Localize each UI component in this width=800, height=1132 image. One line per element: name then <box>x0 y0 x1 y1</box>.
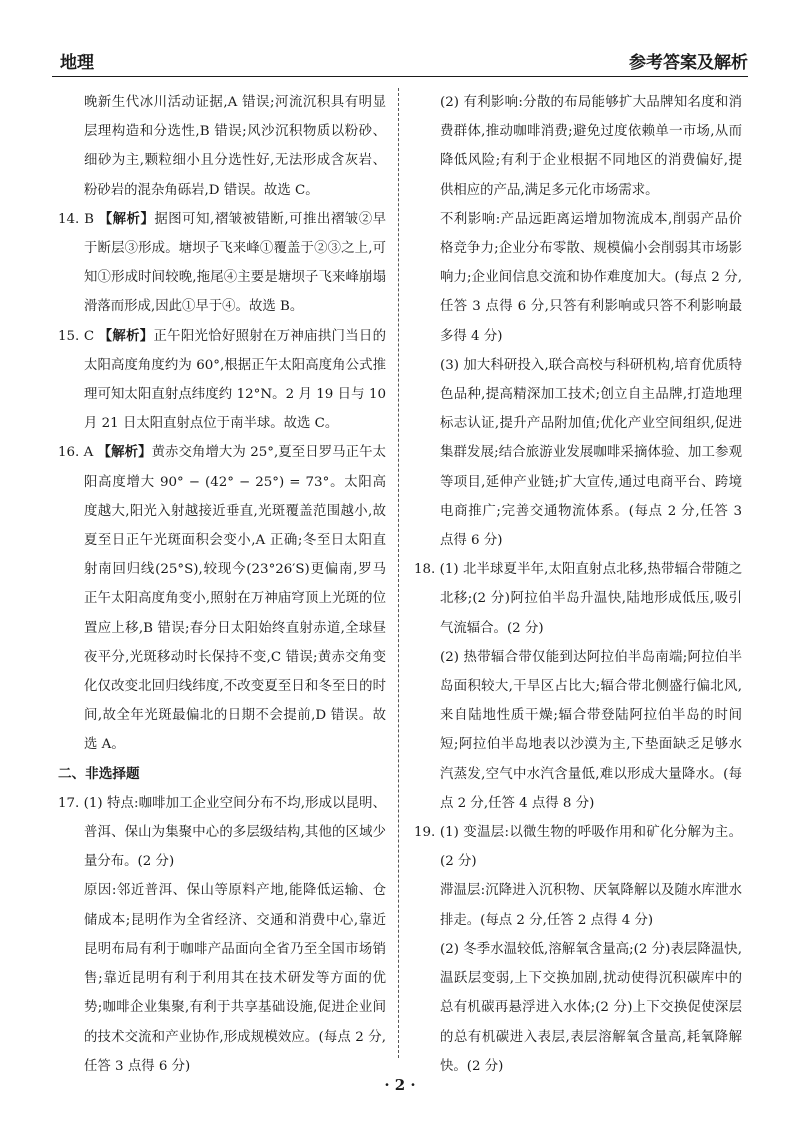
page-header <box>52 40 748 77</box>
q19-part1-continued: 滞温层:沉降进入沉积物、厌氧降解以及随水库泄水排走。(每点 2 分,任答 2 点得 4 分) <box>440 883 742 928</box>
q15-tag: 【解析】 <box>98 327 154 344</box>
q17-reasons: 原因:邻近普洱、保山等原料产地,能降低运输、仓储成本;昆明作为全省经济、交通和消费中心,靠近昆明布局有利于咖啡产品面向全省乃至全国市场销售;靠近昆明有利于利用其在技术研发等方面的优势;咖啡企业集聚,有利于共享基础设施,促进企业间的技术交流和产业协作,形成规模效应。(每点 2 分,任答 3 点得 6 分) <box>84 883 386 1074</box>
column-divider <box>398 88 399 1058</box>
q17-part3: (3) 加大科研投入,联合高校与科研机构,培育优质特色品种,提高精深加工技术;创立自主品牌,打造地理标志认证,提升产品附加值;优化产业空间组织,促进集群发展;结合旅游业发展咖啡采摘体验、加工参观等项目,延伸产业链;扩大宣传,通过电商平台、跨境电商推广;完善交通物流体系。(每点 2 分,任答 3 点得 6 分) <box>440 357 742 549</box>
q14-answer <box>58 205 386 322</box>
q19-part1: 19. (1) 变温层:以微生物的呼吸作用和矿化分解为主。(2 分) <box>414 825 742 870</box>
q16-answer <box>58 438 386 759</box>
q16-tag: 【解析】 <box>97 444 152 461</box>
q17-part2-positive: (2) 有利影响:分散的布局能够扩大品牌知名度和消费群体,推动咖啡消费;避免过度依赖单一市场,从而降低风险;有利于企业根据不同地区的消费偏好,提供相应的产品,满足多元化市场需求。 <box>440 95 742 198</box>
q15-text: 正午阳光恰好照射在万神庙拱门当日的太阳高度角度约为 60°,根据正午太阳高度角公式推理可知太阳直射点纬度约 12°N。2 月 19 日与 10 月 21 日太阳直射点位于南半球。故选 C。 <box>84 328 386 432</box>
subject-label: 地理 <box>60 53 94 73</box>
q14-tag: 【解析】 <box>98 210 155 227</box>
header-title: 参考答案及解析 <box>629 53 748 73</box>
q19-part2: (2) 冬季水温较低,溶解氧含量高;(2 分)表层降温快,温跃层变弱,上下交换加剧,扰动使得沉积碳库中的总有机碳再悬浮进入水体;(2 分)上下交换促使深层的总有机碳进入表层,表层溶解氧含量高,耗氧降解快。(2 分) <box>440 941 742 1074</box>
q14-number: 14. B <box>58 211 94 227</box>
q14-text: 据图可知,褶皱被错断,可推出褶皱②早于断层③形成。塘坝子飞来峰①覆盖于②③之上,可知①形成时间较晚,拖尾④主要是塘坝子飞来峰崩塌滑落而形成,因此①早于④。故选 B。 <box>84 211 386 315</box>
q16-text: 黄赤交角增大为 25°,夏至日罗马正午太阳高度增大 90° − (42° − 25°) = 73°。太阳高度越大,阳光入射越接近垂直,光斑覆盖范围越小,故夏至日正午光斑面积会变小,A 正确;冬至日太阳直射南回归线(25°S),较现今(23°26′S)更偏南,罗马正午太阳高度角变小,照射在万神庙穹顶上光斑的位置应上移,B 错误;春分日太阳始终直射赤道,全球昼夜平分,光斑移动时长保持不变,C 错误;黄赤交角变化仅改变北回归线纬度,不改变夏至日和冬至日的时间,故全年光斑最偏北的日期不会提前,D 错误。故选 A。 <box>84 445 386 753</box>
q15-number: 15. C <box>58 328 95 344</box>
right-column <box>414 88 742 1081</box>
q15-answer <box>58 322 386 439</box>
q13-continuation: 晚新生代冰川活动证据,A 错误;河流沉积具有明显层理构造和分选性,B 错误;风沙沉积物质以粉砂、细砂为主,颗粒细小且分选性好,无法形成含灰岩、粉砂岩的混杂角砾岩,D 错误。故选 C。 <box>84 95 386 198</box>
q17-part1: 17. (1) 特点:咖啡加工企业空间分布不均,形成以昆明、普洱、保山为集聚中心的多层级结构,其他的区域少量分布。(2 分) <box>58 795 386 870</box>
q18-part2: (2) 热带辐合带仅能到达阿拉伯半岛南端;阿拉伯半岛面积较大,干旱区占比大;辐合带北侧盛行偏北风,来自陆地性质干燥;辐合带登陆阿拉伯半岛的时间短;阿拉伯半岛地表以沙漠为主,下垫面缺乏足够水汽蒸发,空气中水汽含量低,难以形成大量降水。(每点 2 分,任答 4 点得 8 分) <box>440 649 742 811</box>
q18-part1: 18. (1) 北半球夏半年,太阳直射点北移,热带辐合带随之北移;(2 分)阿拉伯半岛升温快,陆地形成低压,吸引气流辐合。(2 分) <box>414 562 742 636</box>
q17-part2-negative: 不利影响:产品远距离运增加物流成本,削弱产品价格竞争力;企业分布零散、规模偏小会削弱其市场影响力;企业间信息交流和协作难度加大。(每点 2 分,任答 3 点得 6 分,只答有利影响或只答不利影响最多得 4 分) <box>440 211 742 344</box>
q16-number: 16. A <box>58 445 94 461</box>
page-number: · 2 · <box>384 1076 416 1094</box>
section-heading: 二、非选择题 <box>58 765 140 782</box>
left-column <box>58 88 386 1081</box>
